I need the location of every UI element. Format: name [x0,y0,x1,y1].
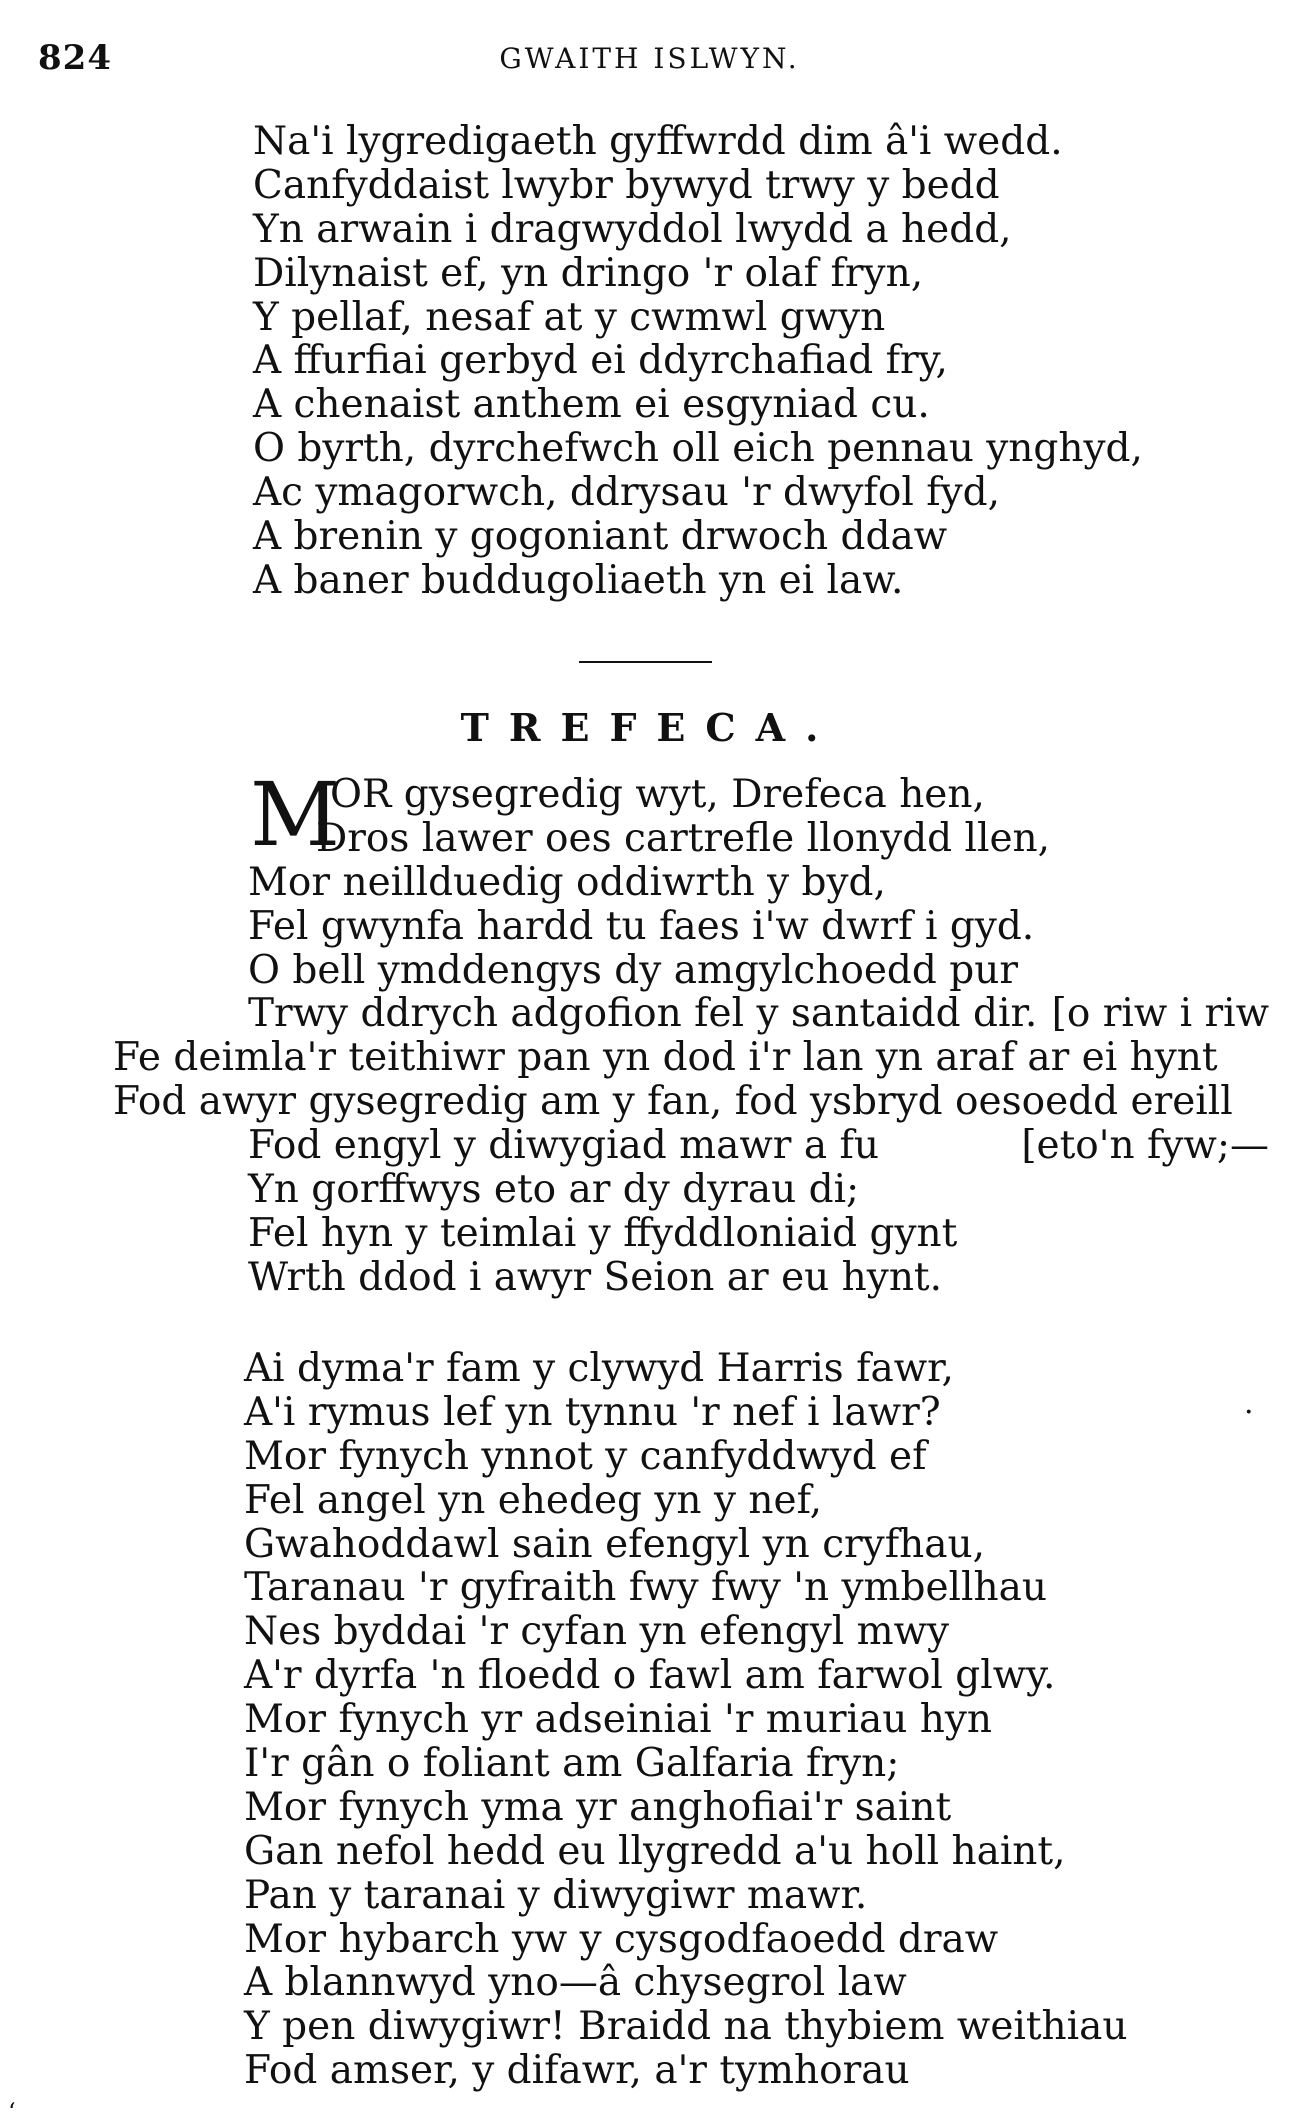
verse-line: A ffurfiai gerbyd ei ddyrchafiad fry, [253,338,948,384]
verse-line: Canfyddaist lwybr bywyd trwy y bedd [253,162,1000,208]
verse-line-text: Trwy ddrych adgofion fel y santaidd dir. [248,991,1038,1037]
verse-line: I'r gân o foliant am Galfaria fryn; [244,1741,900,1787]
verse-line: Y pen diwygiwr! Braidd na thybiem weithiau [244,2004,1128,2050]
verse-line: Fel angel yn ehedeg yn y nef, [244,1477,823,1523]
verse-line [0,1212,1299,1256]
verse-line: Taranau 'r gyfraith fwy fwy 'n ymbellhau [244,1565,1047,1611]
verse-line: Ai dyma'r fam y clywyd Harris fawr, [244,1346,954,1391]
verse-line: Mor fynych ynnot y canfyddwyd ef [244,1433,927,1479]
verse-line [0,861,1299,905]
verse-line: Mor fynych yma yr anghofiai'r saint [244,1784,952,1830]
verse-line-text: Fod awyr gysegredig am y fan, fod ysbryd oesoedd ereill [113,1079,1233,1125]
verse-line: A'i rymus lef yn tynnu 'r nef i lawr? [244,1389,941,1435]
drop-cap: M [250,763,341,866]
verse-line-text: Yn gorffwys eto ar dy dyrau di; [248,1167,860,1213]
verse-line: Mor hybarch yw y cysgodfaoedd draw [244,1916,999,1962]
verse-line-text: Mor neillduedig oddiwrth y byd, [248,859,886,905]
verse-line [0,1036,1299,1080]
section-title: TREFECA. [460,705,839,750]
verse-line-text: Wrth ddod i awyr Seion ar eu hynt. [248,1254,943,1300]
verse-line: Gwahoddawl sain efengyl yn cryfhau, [244,1521,986,1567]
stanza-one [253,120,1143,603]
verse-line: A chenaist anthem ei esgyniad cu. [253,382,930,428]
verse-line [0,905,1299,949]
verse-line-text: Fod engyl y diwygiad mawr a fu [248,1123,880,1169]
stanza-three [244,1347,1128,2093]
turnover-text: [eto'n fyw;— [1021,1123,1269,1169]
verse-line [0,817,1299,861]
verse-line [0,1168,1299,1212]
verse-line: Dilynaist ef, yn dringo 'r olaf fryn, [253,250,924,296]
trefeca-stanza [0,763,1299,1300]
verse-line [0,949,1299,993]
verse-line [0,1124,1299,1168]
verse-line-text: Fe deimla'r teithiwr pan yn dod i'r lan yn araf ar ei hynt [113,1035,1218,1081]
running-head: GWAITH ISLWYN. [499,42,800,75]
verse-line [0,1080,1299,1124]
stray-dot: · [1244,1395,1254,1430]
verse-line-text: Dros lawer oes cartrefle llonydd llen, [316,815,1051,861]
section-divider-rule [579,661,712,663]
verse-line: Mor fynych yr adseiniai 'r muriau hyn [244,1697,993,1743]
first-line-text: OR gysegredig wyt, Drefeca hen, [330,772,985,817]
verse-line: Na'i lygredigaeth gyffwrdd dim â'i wedd. [253,119,1063,164]
verse-line: A blannwyd yno—â chysegrol law [244,1960,907,2006]
verse-line: Nes byddai 'r cyfan yn efengyl mwy [244,1609,950,1655]
verse-line: Ac ymagorwch, ddrysau 'r dwyfol fyd, [253,470,1001,516]
page-number: 824 [38,38,112,78]
verse-line: Pan y taranai y diwygiwr mawr. [244,1872,868,1918]
verse-line: A brenin y gogoniant drwoch ddaw [253,514,948,560]
verse-line-text: Fel gwynfa hardd tu faes i'w dwrf i gyd. [248,903,1035,949]
verse-line [0,1256,1299,1300]
turnover-text: [o riw i riw [1051,991,1269,1037]
verse-line [0,992,1299,1036]
verse-line: O byrth, dyrchefwch oll eich pennau ynghyd, [253,426,1143,472]
verse-line: A'r dyrfa 'n floedd o fawl am farwol glwy. [244,1653,1056,1699]
verse-line [0,773,1299,817]
verse-line: A baner buddugoliaeth yn ei law. [253,557,904,603]
verse-line-text: O bell ymddengys dy amgylchoedd pur [248,947,1018,993]
verse-line-text: Fel hyn y teimlai y ffyddloniaid gynt [248,1210,958,1256]
verse-line: Fod amser, y difawr, a'r tymhorau [244,2048,910,2094]
stray-mark: ʻ [8,2098,16,2126]
verse-line: Gan nefol hedd eu llygredd a'u holl haint, [244,1828,1066,1874]
verse-line: Y pellaf, nesaf at y cwmwl gwyn [253,294,886,340]
verse-line: Yn arwain i dragwyddol lwydd a hedd, [253,206,1012,252]
